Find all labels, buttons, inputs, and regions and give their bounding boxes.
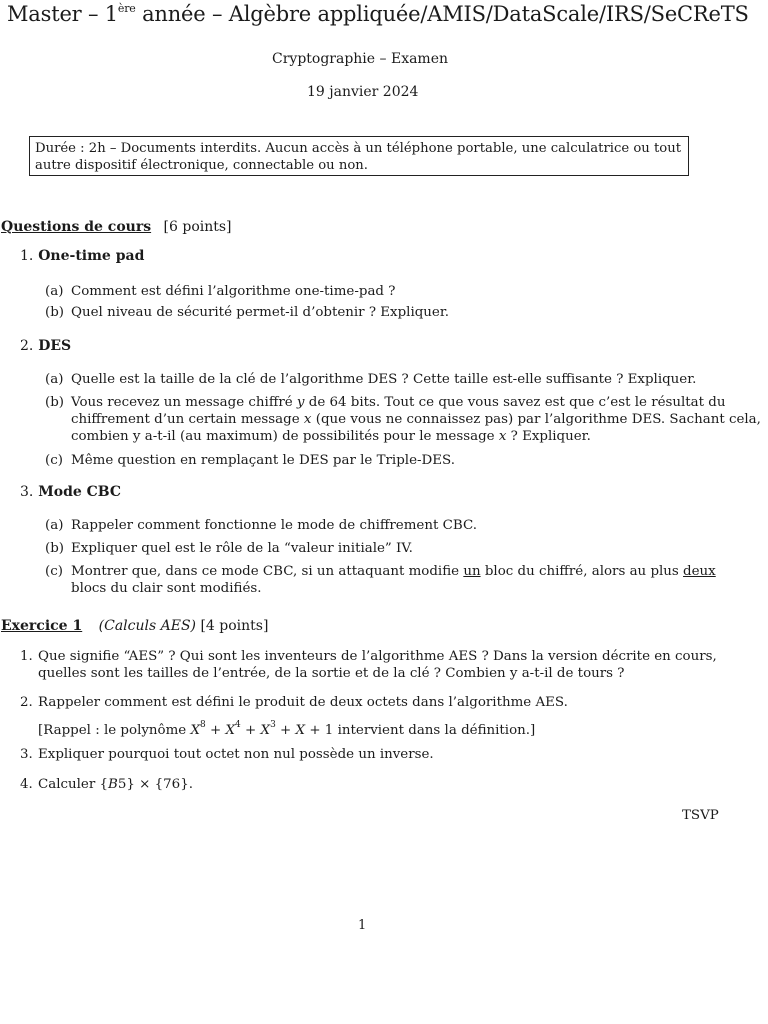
question-title: DES	[38, 338, 72, 354]
question-title: One-time pad	[38, 248, 145, 264]
title-superscript: ère	[117, 2, 136, 15]
title-text-rest: année – Algèbre appliquée/AMIS/DataScale/IRS/SeCReTS	[135, 2, 749, 26]
question-1-heading: 1. One-time pad	[20, 248, 145, 264]
section-exercice-1	[1, 618, 268, 634]
section-subtitle: (Calculs AES)	[98, 618, 197, 634]
section-title: Exercice 1	[1, 618, 83, 634]
page-title	[7, 2, 749, 26]
exam-date: 19 janvier 2024	[307, 84, 419, 100]
tsvp-note: TSVP	[682, 808, 719, 823]
exam-rules-box	[29, 136, 689, 176]
section-questions-de-cours	[1, 219, 232, 235]
rules-line-2: autre dispositif électronique, connectable ou non.	[35, 158, 368, 173]
page-number: 1	[358, 918, 367, 933]
section-title: Questions de cours	[1, 219, 152, 235]
section-points: [6 points]	[163, 219, 232, 235]
question-3-heading: 3. Mode CBC	[20, 484, 122, 500]
question-title: Mode CBC	[38, 484, 122, 500]
question-2-heading: 2. DES	[20, 338, 72, 354]
rules-line-1: Durée : 2h – Documents interdits. Aucun accès à un téléphone portable, une calculatrice ou tout	[35, 141, 682, 156]
title-text: Master – 1	[7, 2, 118, 26]
aes-polynomial-hint: [Rappel : le polynôme $X^8 + X^4 + X^3 + X + 1$ intervient dans la définition.]	[38, 720, 536, 738]
exam-subject: Cryptographie – Examen	[272, 51, 449, 67]
section-points: [4 points]	[200, 618, 269, 634]
